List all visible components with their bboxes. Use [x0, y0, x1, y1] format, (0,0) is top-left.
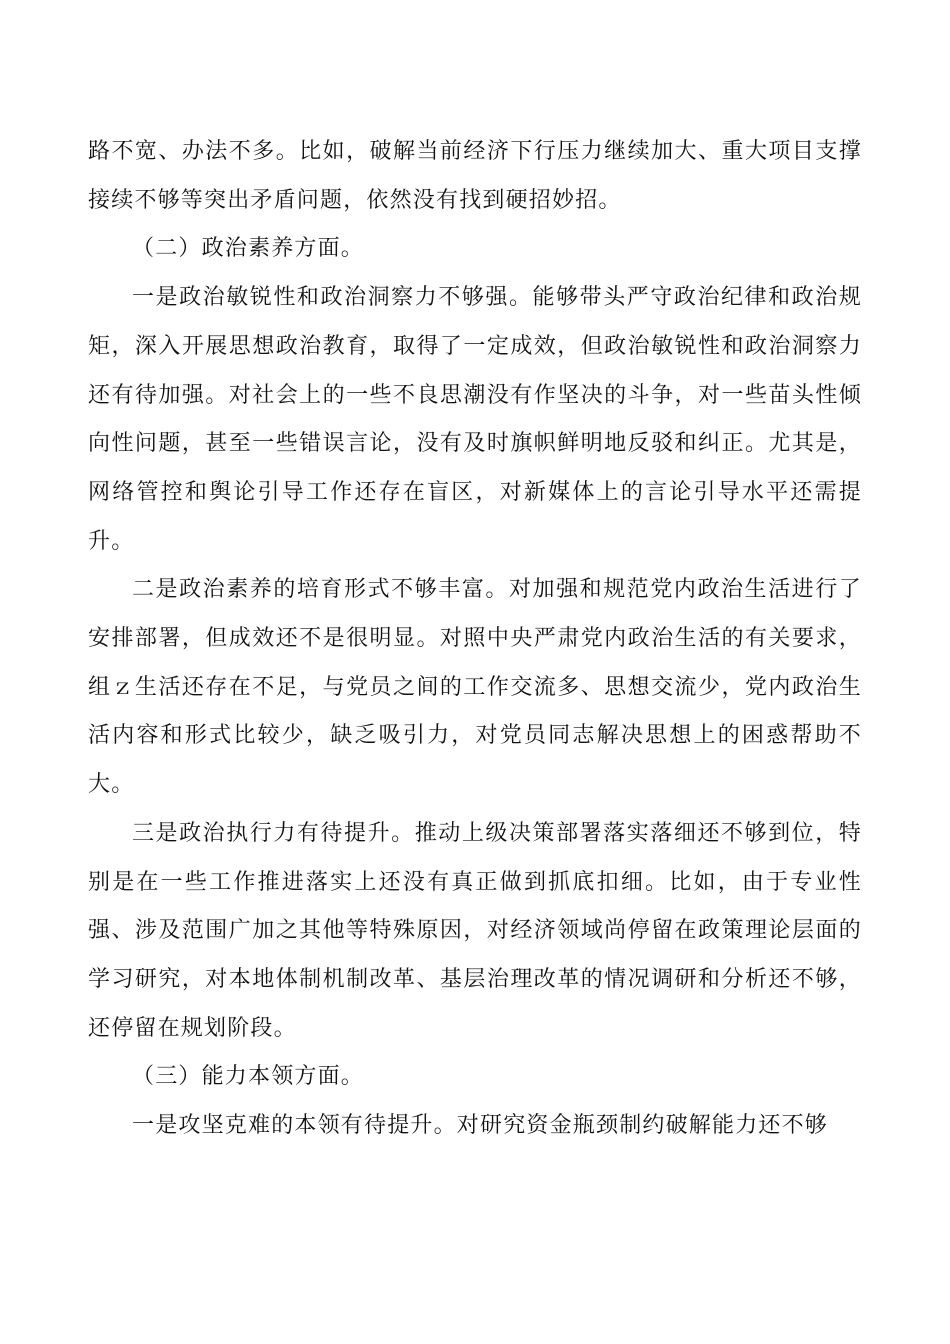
section-heading-political-literacy: （二）政治素养方面。 — [132, 236, 365, 262]
paragraph-continued: 路不宽、办法不多。比如，破解当前经济下行压力继续加大、重大项目支撑接续不够等突出矛盾问题，依然没有找到硬招妙招。 — [88, 139, 862, 213]
paragraph-cultivation-forms: 二是政治素养的培育形式不够丰富。对加强和规范党内政治生活进行了安排部署，但成效还不是很明显。对照中央严肃党内政治生活的有关要求，组ｚ生活还存在不足，与党员之间的工作交流多、思想交流少，党内政治生活内容和形式比较少，缺乏吸引力，对党员同志解决思想上的困惑帮助不大。 — [88, 577, 862, 798]
document-page — [88, 128, 862, 1151]
paragraph-execution: 三是政治执行力有待提升。推动上级决策部署落实落细还不够到位，特别是在一些工作推进落实上还没有真正做到抓底扣细。比如，由于专业性强、涉及范围广加之其他等特殊原因，对经济领域尚停留在政策理论层面的学习研究，对本地体制机制改革、基层治理改革的情况调研和分析还不够，还停留在规划阶段。 — [88, 820, 862, 1041]
paragraph-political-sensitivity: 一是政治敏锐性和政治洞察力不够强。能够带头严守政治纪律和政治规矩，深入开展思想政治教育，取得了一定成效，但政治敏锐性和政治洞察力还有待加强。对社会上的一些不良思潮没有作坚决的斗争，对一些苗头性倾向性问题，甚至一些错误言论，没有及时旗帜鲜明地反驳和纠正。尤其是，网络管控和舆论引导工作还存在盲区，对新媒体上的言论引导水平还需提升。 — [88, 285, 862, 554]
section-heading-capability: （三）能力本领方面。 — [132, 1064, 365, 1090]
paragraph-tackling-difficulties: 一是攻坚克难的本领有待提升。对研究资金瓶颈制约破解能力还不够 — [132, 1113, 829, 1139]
